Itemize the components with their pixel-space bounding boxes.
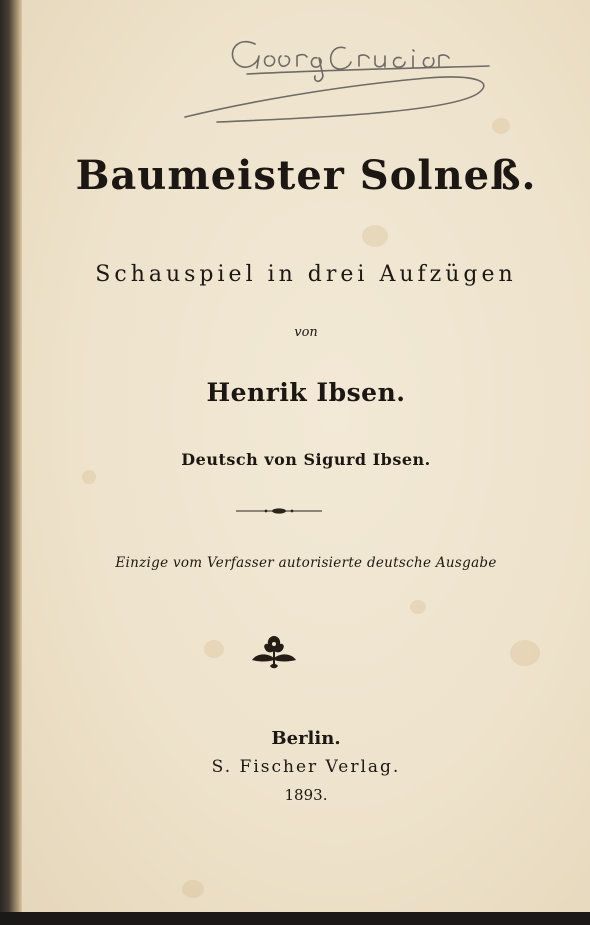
book-gutter [0, 0, 22, 912]
foxing-spot [362, 225, 388, 247]
foxing-spot [204, 640, 224, 658]
foxing-spot [510, 640, 540, 666]
handwritten-signature [177, 22, 507, 132]
book-title: Baumeister Solneß. [75, 152, 537, 199]
divider-ornament-icon [236, 506, 322, 516]
publisher-name: S. Fischer Verlag. [211, 757, 401, 777]
floral-ornament-icon [250, 632, 298, 672]
edition-note: Einzige vom Verfasser autorisierte deutsche Ausgabe [115, 555, 497, 571]
foxing-spot [410, 600, 426, 614]
page-bottom-edge [0, 912, 590, 925]
book-subtitle: Schauspiel in drei Aufzügen [95, 262, 517, 287]
author-name: Henrik Ibsen. [206, 378, 406, 407]
by-line: von [294, 325, 318, 340]
publication-city: Berlin. [271, 728, 341, 749]
foxing-spot [82, 470, 96, 484]
title-page [22, 0, 590, 912]
publication-year: 1893. [284, 786, 328, 804]
translator-line: Deutsch von Sigurd Ibsen. [181, 450, 431, 469]
foxing-spot [182, 880, 204, 898]
